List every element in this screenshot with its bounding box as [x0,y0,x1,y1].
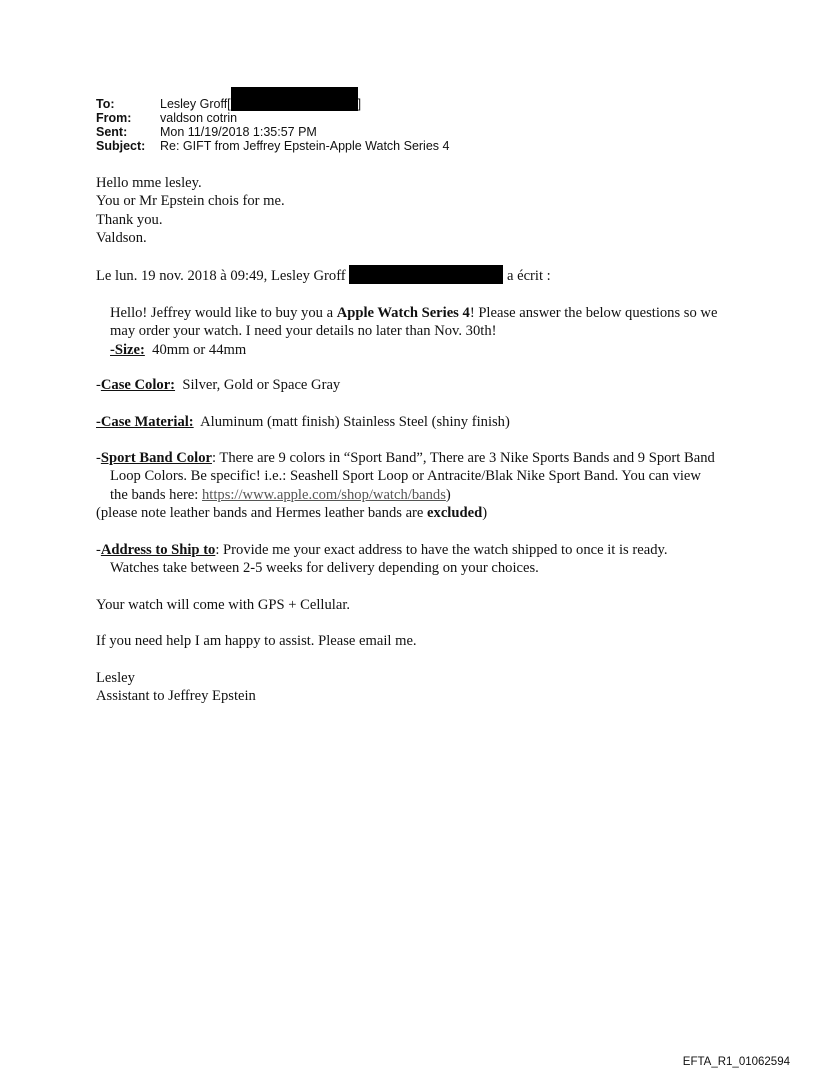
note-close: ) [482,505,488,522]
dash: - [96,376,101,393]
note-text: (please note leather bands and Hermes leather bands are [96,505,428,522]
case-color-label: Case Color: [100,376,176,393]
attribution-line [96,265,736,285]
subject-row [96,139,449,153]
sport-band-block [96,449,736,522]
excluded-text: excluded [427,505,483,522]
product-name: Apple Watch Series 4 [336,305,470,322]
attribution-text: Le lun. 19 nov. 2018 à 09:49, Lesley Groff [96,268,350,285]
signature-title: Assistant to Jeffrey Epstein [96,688,256,705]
size-text: 40mm or 44mm [144,341,247,358]
attribution-suffix: a écrit : [503,268,551,285]
to-row [96,97,449,111]
signature-name: Lesley [96,669,135,686]
case-color-line [96,376,736,394]
email-body [96,174,736,724]
address-text: : Provide me your exact address to have the watch shipped to once it is ready. Watches take between 2-5 weeks for delivery depending on your choices. [110,541,668,576]
address-line [96,541,710,578]
intro-text: Hello! Jeffrey would like to buy you a [110,305,337,322]
from-row [96,111,449,125]
dash: - [96,541,101,558]
case-material-text: Aluminum (matt finish) Stainless Steel (shiny finish) [193,413,510,430]
email-header [96,97,449,153]
sent-row [96,125,449,139]
reply-line: Hello mme lesley. [96,175,202,191]
bands-link[interactable]: https://www.apple.com/shop/watch/bands [202,486,446,503]
to-close: ] [357,97,362,111]
sent-value: Mon 11/19/2018 1:35:57 PM [160,125,317,139]
to-label: To: [96,97,115,111]
subject-value: Re: GIFT from Jeffrey Epstein-Apple Watch Series 4 [160,139,450,153]
redaction-box [231,87,358,111]
document-id: EFTA_R1_01062594 [682,1056,790,1068]
help-line: If you need help I am happy to assist. Please email me. [96,633,417,650]
reply-message [96,174,736,247]
signature [96,669,736,706]
case-material-label: -Case Material: [96,413,194,430]
to-value: Lesley Groff[ [160,97,231,111]
redaction-box [349,265,503,284]
subject-label: Subject: [96,139,146,153]
case-color-text: Silver, Gold or Space Gray [175,376,341,393]
reply-line: Valdson. [96,229,147,246]
address-label: Address to Ship to [100,541,216,558]
band-label: Sport Band Color [100,450,212,467]
quoted-intro [96,304,736,359]
reply-line: You or Mr Epstein chois for me. [96,193,285,210]
gps-line: Your watch will come with GPS + Cellular. [96,596,351,613]
sent-label: Sent: [96,125,128,139]
reply-line: Thank you. [96,211,163,228]
band-close: ) [445,486,451,503]
from-label: From: [96,111,132,125]
dash: - [96,450,101,467]
intro-text-cont: ! Please answer the below questions so we may order your watch. I need your details no later than Nov. 30th! [110,305,718,340]
size-label: -Size: [110,341,145,358]
from-value: valdson cotrin [160,111,238,125]
band-text: : There are 9 colors in “Sport Band”, There are 3 Nike Sports Bands and 9 Sport Band Loop Colors. Be specific! i.e.: Seashell Sport Loop or Antracite/Blak Nike Sport Band. You can view the bands here: [110,450,715,503]
case-material-line [96,413,736,431]
